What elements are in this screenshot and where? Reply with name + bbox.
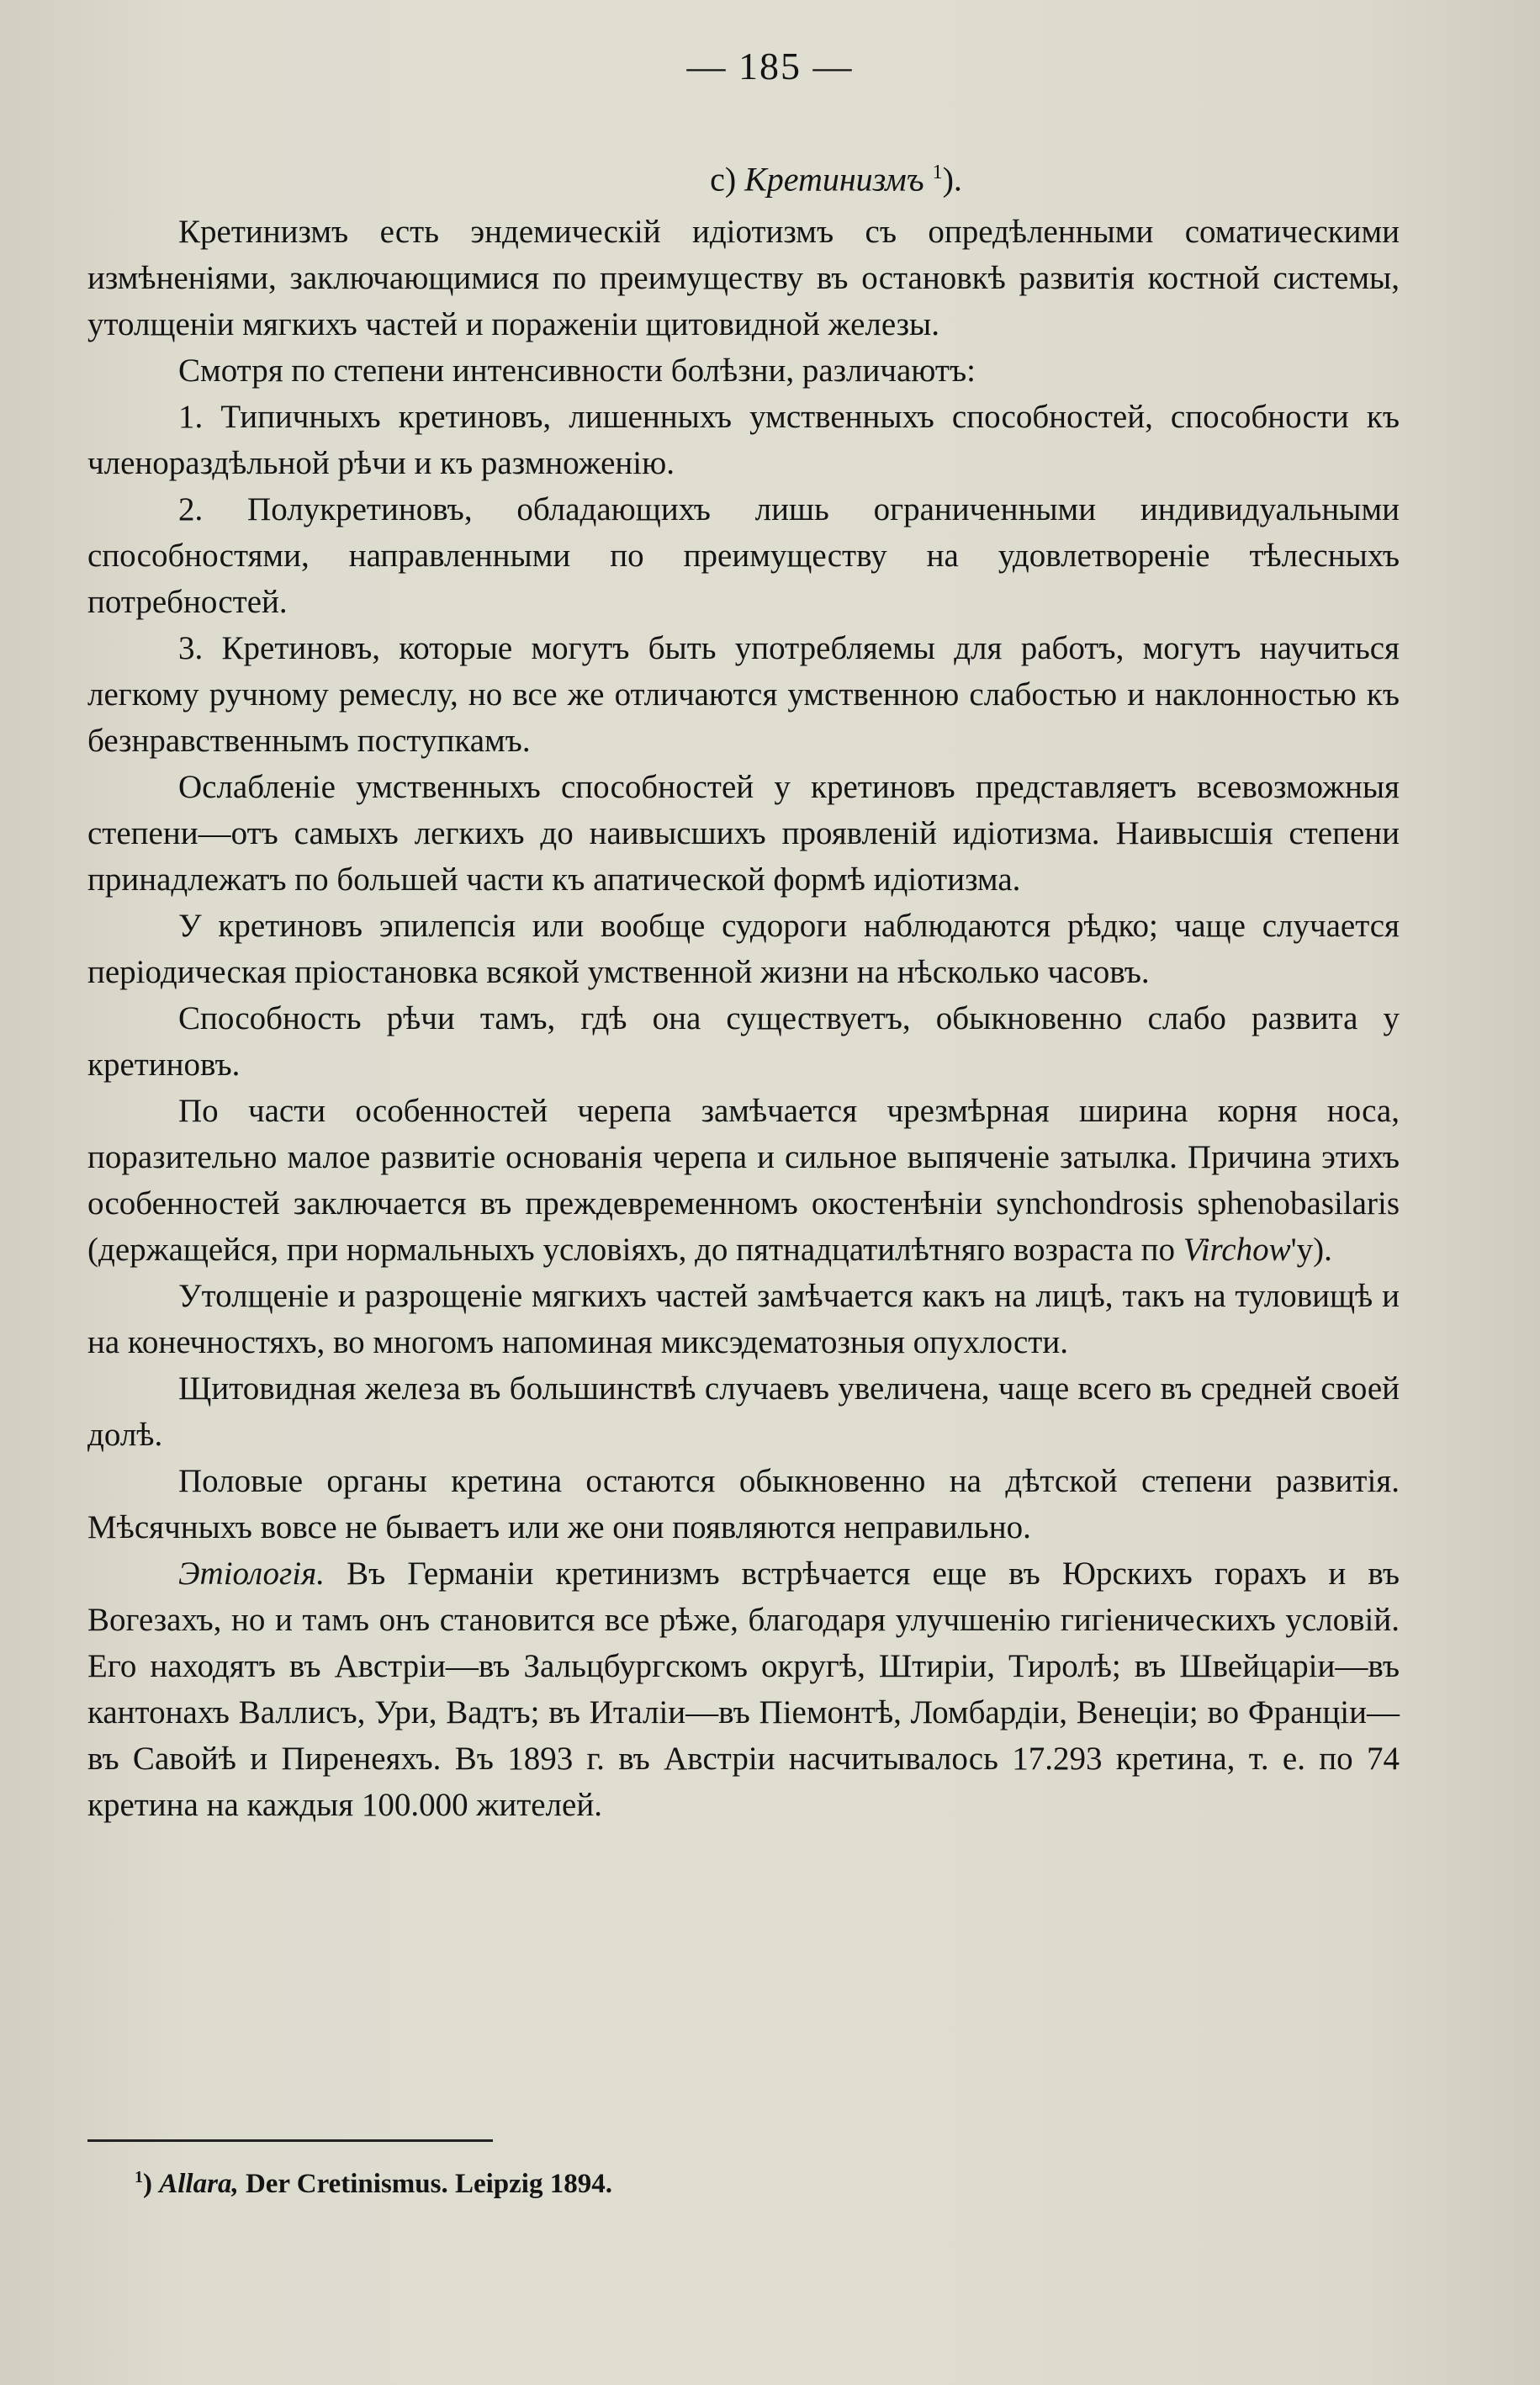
footnote-divider xyxy=(87,2139,493,2142)
paragraph-degree-1: 1. Типичныхъ кретиновъ, лишенныхъ умственныхъ способностей, способности къ членораздѣльной рѣчи и къ размноженію. xyxy=(87,399,1400,481)
paragraph-etiology xyxy=(87,1550,1400,1828)
paragraph-soft-tissue: Утолщеніе и разрощеніе мягкихъ частей замѣчается какъ на лицѣ, такъ на туловищѣ и на конечностяхъ, во многомъ напоминая миксэдематозныя опухлости. xyxy=(87,1278,1400,1360)
footnote-bracket: ) xyxy=(143,2169,152,2199)
skull-text: По части особенностей черепа замѣчается чрезмѣрная ширина корня носа, поразительно малое развитіе основанія черепа и сильное выпяченіе затылка. Причина этихъ особенностей заключается въ преждевременномъ окостенѣніи synchondrosis sphenobasilaris (держащейся, при нормальныхъ условіяхъ, до пятнадцатилѣтняго возраста по xyxy=(87,1093,1400,1268)
paragraph-degrees-intro: Смотря по степени интенсивности болѣзни, различаютъ: xyxy=(178,352,976,389)
paragraph-degree-2: 2. Полукретиновъ, обладающихъ лишь ограниченными индивидуальными способностями, направленными по преимуществу на удовлетвореніе тѣлесныхъ потребностей. xyxy=(87,491,1400,620)
footnote-author: Allara, xyxy=(159,2169,239,2199)
paragraph-definition: Кретинизмъ есть эндемическій идіотизмъ съ опредѣленными соматическими измѣненіями, заключающимися по преимуществу въ остановкѣ развитія костной системы, утолщеніи мягкихъ частей и пораженіи щитовидной железы. xyxy=(87,214,1400,342)
footnote-title: Der Cretinismus. Leipzig 1894. xyxy=(245,2169,612,2199)
section-heading xyxy=(87,150,1400,209)
paragraph-thyroid: Щитовидная железа въ большинствѣ случаевъ увеличена, чаще всего въ средней своей долѣ. xyxy=(87,1370,1400,1453)
section-prefix: c) xyxy=(710,160,737,199)
section-suffix: ). xyxy=(942,160,962,199)
skull-author: Virchow xyxy=(1183,1232,1291,1268)
paragraph-weakening: Ослабленіе умственныхъ способностей у кретиновъ представляетъ всевозможныя степени—отъ самыхъ легкихъ до наивысшихъ проявленій идіотизма. Наивысшія степени принадлежатъ по большей части къ апатической формѣ идіотизма. xyxy=(87,769,1400,898)
paragraph-epilepsy: У кретиновъ эпилепсія или вообще судороги наблюдаются рѣдко; чаще случается періодическая пріостановка всякой умственной жизни на нѣсколько часовъ. xyxy=(87,908,1400,990)
footnote xyxy=(135,2159,612,2202)
section-title: Кретинизмъ xyxy=(744,160,924,199)
paragraph-skull xyxy=(87,1088,1400,1273)
etiology-label: Этіологія. xyxy=(178,1556,325,1592)
page-number: — 185 — xyxy=(686,45,854,87)
footnote-reference[interactable]: 1 xyxy=(932,162,943,183)
body-text xyxy=(87,150,1400,1828)
paragraph-genital: Половые органы кретина остаются обыкновенно на дѣтской степени развитія. Мѣсячныхъ вовсе не бываетъ или же они появляются неправильно. xyxy=(87,1463,1400,1545)
skull-end: 'у). xyxy=(1290,1232,1332,1268)
footnote-marker: 1 xyxy=(135,2168,143,2186)
paragraph-speech: Способность рѣчи тамъ, гдѣ она существуетъ, обыкновенно слабо развита у кретиновъ. xyxy=(87,1000,1400,1083)
etiology-text: Въ Германіи кретинизмъ встрѣчается еще въ Юрскихъ горахъ и въ Вогезахъ, но и тамъ онъ становится все рѣже, благодаря улучшенію гигіеническихъ условій. Его находятъ въ Австріи—въ Зальцбургскомъ округѣ, Штиріи, Тиролѣ; въ Швейцаріи—въ кантонахъ Валлисъ, Ури, Вадтъ; въ Италіи—въ Піемонтѣ, Ломбардіи, Венеціи; во Франціи—въ Савойѣ и Пиренеяхъ. Въ 1893 г. въ Австріи насчитывалось 17.293 кретина, т. е. по 74 кретина на каждыя 100.000 жителей. xyxy=(87,1556,1400,1823)
paragraph-degree-3: 3. Кретиновъ, которые могутъ быть употребляемы для работъ, могутъ научиться легкому ручному ремеслу, но все же отличаются умственною слабостью и наклонностью къ безнравственнымъ поступкамъ. xyxy=(87,630,1400,759)
